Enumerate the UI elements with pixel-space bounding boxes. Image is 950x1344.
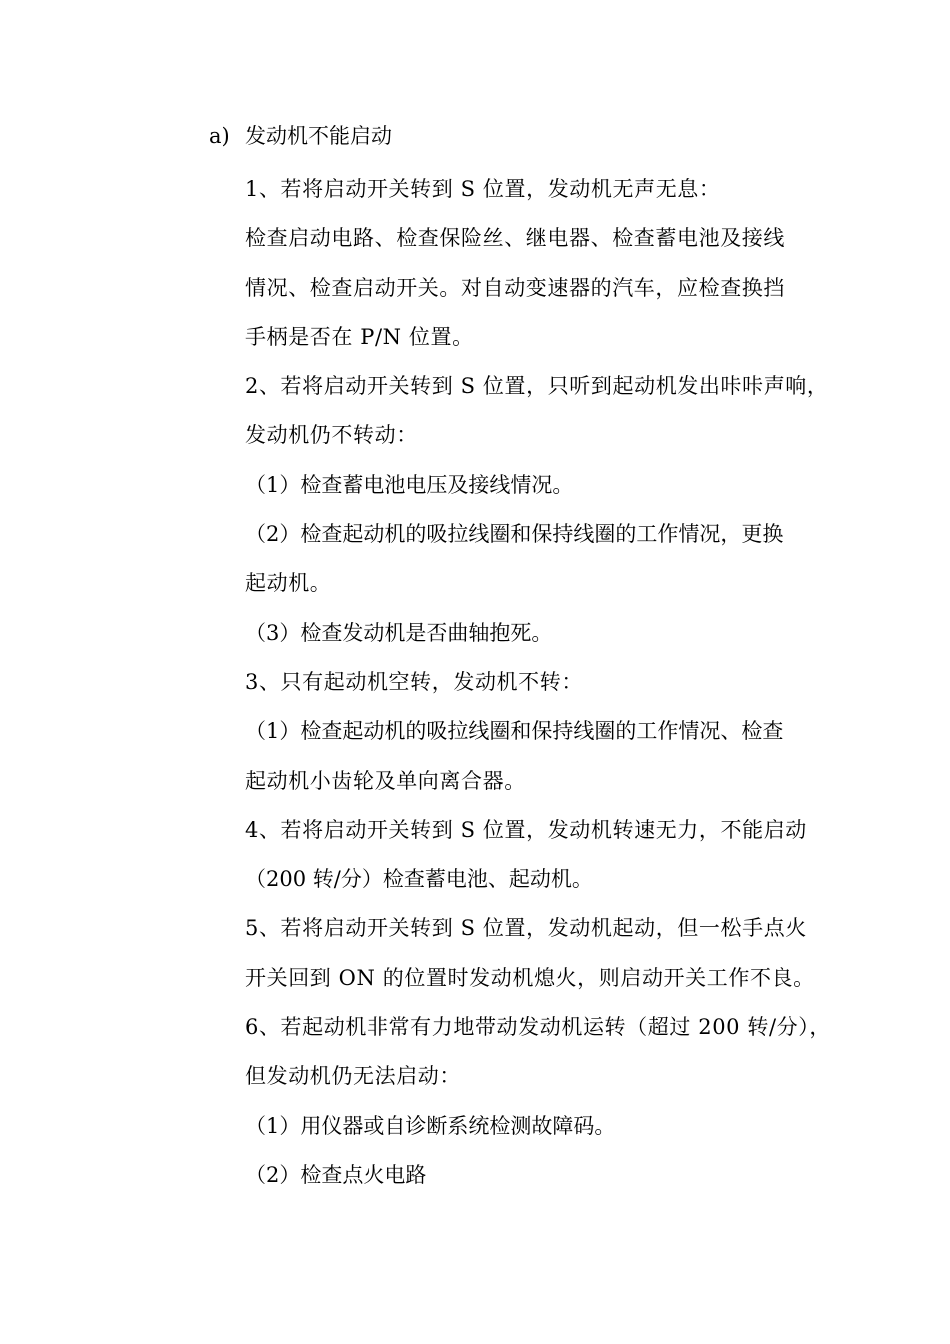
list-item: （1）检查蓄电池电压及接线情况。 <box>245 472 574 497</box>
paragraph-line: 检查启动电路、检查保险丝、继电器、检查蓄电池及接线 <box>245 226 785 251</box>
paragraph-line: 1、若将启动开关转到 S 位置，发动机无声无息： <box>245 177 721 201</box>
paragraph-line: 2、若将启动开关转到 S 位置，只听到起动机发出咔咔声响， <box>245 374 829 399</box>
paragraph-line: 但发动机仍无法启动： <box>245 1064 461 1089</box>
paragraph-line: 3、只有起动机空转，发动机不转： <box>245 669 583 694</box>
list-item: （3）检查发动机是否曲轴抱死。 <box>245 620 553 645</box>
paragraph-line: 手柄是否在 P/N 位置。 <box>245 324 474 349</box>
list-item: （1）检查起动机的吸拉线圈和保持线圈的工作情况、检查 <box>245 719 784 744</box>
paragraph-line: 发动机仍不转动： <box>245 423 418 448</box>
paragraph-line: 开关回到 ON 的位置时发动机熄火，则启动开关工作不良。 <box>245 965 815 990</box>
paragraph-line: 4、若将启动开关转到 S 位置，发动机转速无力，不能启动 <box>245 817 807 842</box>
list-item: （1）用仪器或自诊断系统检测故障码。 <box>245 1113 616 1138</box>
list-item: （2）检查点火电路 <box>245 1162 427 1187</box>
paragraph-line: 5、若将启动开关转到 S 位置，发动机起动，但一松手点火 <box>245 916 807 941</box>
section-body <box>245 165 831 1200</box>
paragraph-line: 起动机。 <box>245 571 332 596</box>
paragraph-line: （200 转/分）检查蓄电池、起动机。 <box>245 867 593 892</box>
section-marker: a) <box>209 124 230 148</box>
list-item: （2）检查起动机的吸拉线圈和保持线圈的工作情况，更换 <box>245 522 784 547</box>
section-heading <box>209 118 392 154</box>
paragraph-line: 情况、检查启动开关。对自动变速器的汽车，应检查换挡 <box>245 275 785 300</box>
section-title: 发动机不能启动 <box>245 124 392 148</box>
paragraph-line: 起动机小齿轮及单向离合器。 <box>245 768 526 793</box>
paragraph-line: 6、若起动机非常有力地带动发动机运转（超过 200 转/分）， <box>245 1015 831 1040</box>
